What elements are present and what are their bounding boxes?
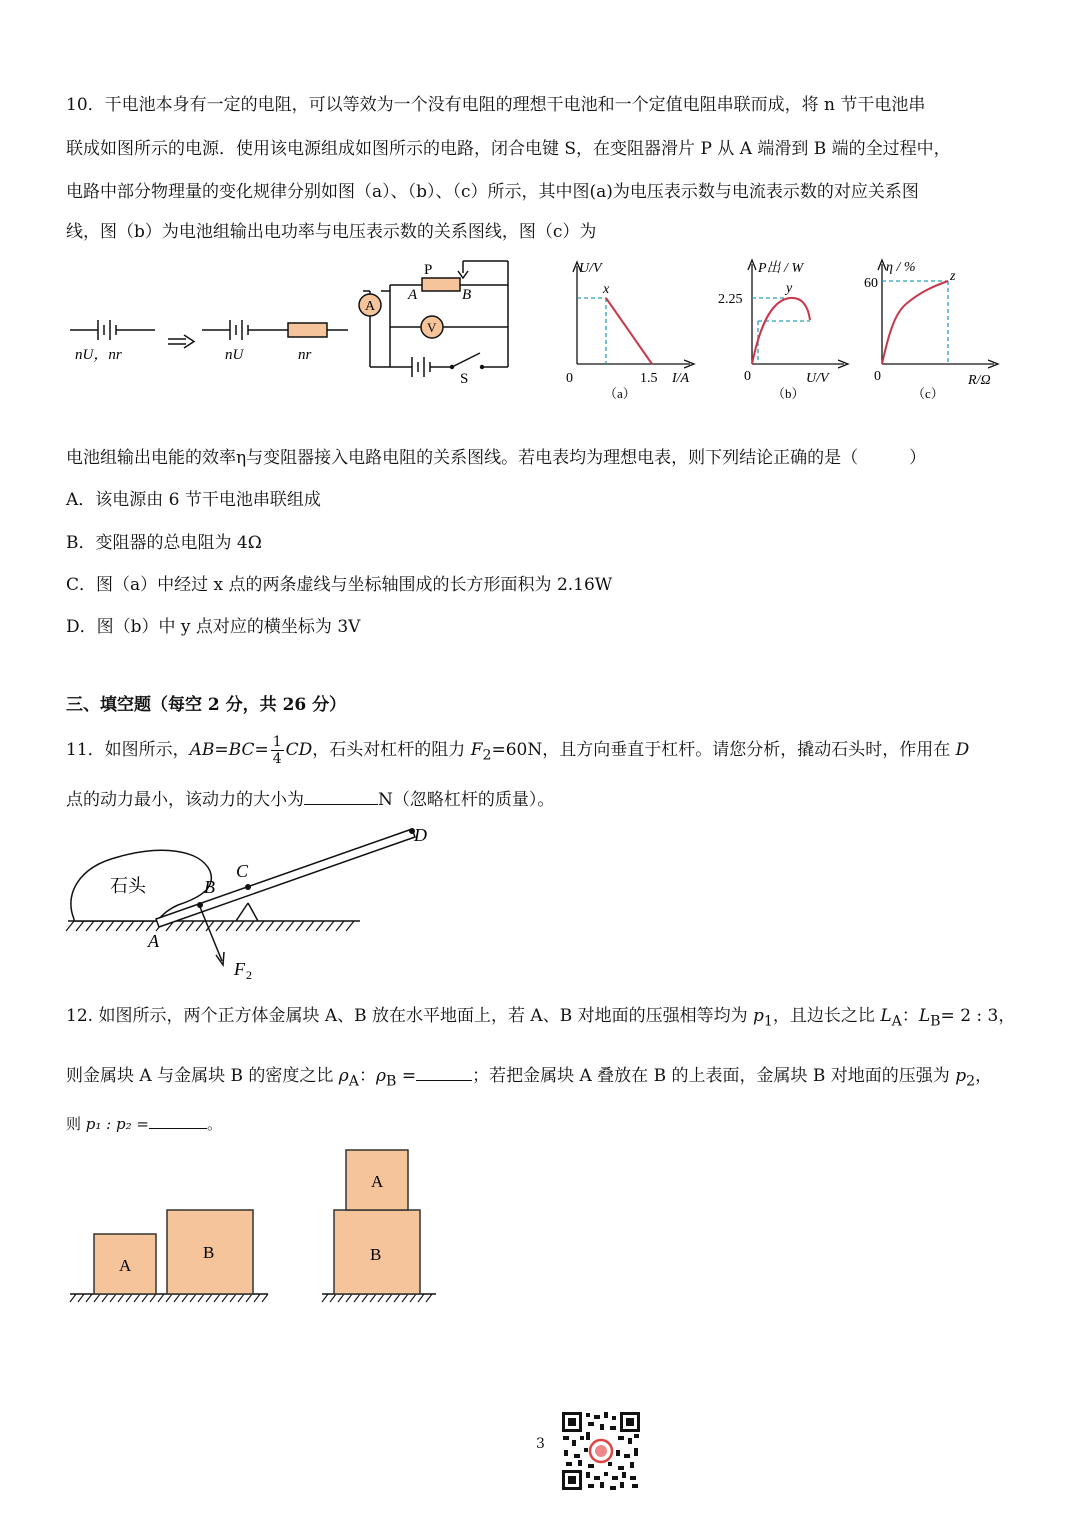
q12-text: 12. 如图所示，两个正方体金属块 A、B 放在水平地面上，若 A、B 对地面的压强相等均为 <box>66 1006 753 1026</box>
q12-line3 <box>66 1110 1020 1136</box>
ammeter-label: A <box>365 299 376 314</box>
q12-lb-sub: B <box>930 1013 941 1030</box>
graph-c-origin: 0 <box>874 369 881 384</box>
graph-c <box>860 252 1010 407</box>
graph-b-xlabel: U/V <box>806 371 829 386</box>
graph-a-xlabel: I/A <box>672 371 690 386</box>
q12-line2 <box>66 1062 1020 1093</box>
q11-line1 <box>66 734 1020 767</box>
q10-line1: 10．干电池本身有一定的电阻，可以等效为一个没有电阻的理想干电池和一个定值电阻串联而成，将 n 节干电池串 <box>66 95 926 115</box>
q12-colon-2: ： <box>359 1066 377 1086</box>
graph-a-caption: （a） <box>604 386 636 401</box>
graph-b-caption: （b） <box>772 386 805 401</box>
q12-p1: p <box>753 1006 764 1026</box>
lever-point-d: D <box>414 825 427 845</box>
q11-answer-blank[interactable] <box>304 786 378 805</box>
battery2-label-r: nr <box>298 347 312 363</box>
internal-resistor <box>288 323 327 337</box>
q12-text-4: ；若把金属块 A 叠放在 B 的上表面，金属块 B 对地面的压强为 <box>472 1066 956 1086</box>
lever-point-a: A <box>148 931 159 951</box>
q10-line4: 线，图（b）为电池组输出电功率与电压表示数的关系图线，图（c）为 <box>66 222 597 242</box>
q12-blocks-figure <box>60 1140 460 1315</box>
q11-frac-den: 4 <box>272 751 282 767</box>
graph-b-ylabel: P出 / W <box>758 261 804 276</box>
fulcrum <box>236 903 258 921</box>
block-a-left-label: A <box>119 1256 132 1275</box>
switch-label: S <box>460 371 469 387</box>
force-f2-label: F <box>234 959 245 979</box>
q12-p-ratio: p₁ : p₂ = <box>85 1115 149 1133</box>
q11-text-2: ，石头对杠杆的阻力 <box>312 740 471 760</box>
qr-code-icon[interactable] <box>560 1410 642 1492</box>
q10-option-d: D．图（b）中 y 点对应的横坐标为 3V <box>66 617 361 637</box>
graph-a <box>560 252 710 407</box>
graph-b <box>714 252 854 407</box>
q10-line5: 电池组输出电能的效率η与变阻器接入电路电阻的关系图线。若电表均为理想电表，则下列结论正确的是（ ） <box>66 448 927 468</box>
q12-la: L <box>880 1006 892 1026</box>
q10-line3: 电路中部分物理量的变化规律分别如图（a）、（b）、（c）所示，其中图(a)为电压表示数与电流表示数的对应关系图 <box>66 182 919 202</box>
slider-label: P <box>424 262 433 278</box>
graph-c-point: z <box>950 269 956 284</box>
block-b-left-label: B <box>203 1243 215 1262</box>
q11-text-3: =60N，且方向垂直于杠杆。请您分析，撬动石头时，作用在 <box>491 740 956 760</box>
graph-b-point: y <box>786 281 793 296</box>
q11-point-d: D <box>955 740 970 760</box>
battery2-label-u: nU <box>225 347 244 363</box>
q12-text-7: 。 <box>206 1115 222 1133</box>
q11-text: 11．如图所示， <box>66 740 190 760</box>
graph-b-origin: 0 <box>744 369 751 384</box>
q10-circuit-figure <box>60 255 560 390</box>
q12-line1 <box>66 1004 1020 1033</box>
lever-point-c: C <box>236 861 249 881</box>
q12-la-sub: A <box>891 1013 902 1030</box>
q11-lever-figure <box>60 815 460 985</box>
q12-rho-a-sub: A <box>348 1073 360 1090</box>
q12-ratio-value: = 2 : 3， <box>940 1006 1016 1026</box>
block-a-right-label: A <box>371 1172 384 1191</box>
q12-text-6: 则 <box>66 1115 86 1133</box>
q11-fraction <box>271 734 284 767</box>
q11-f2: F <box>470 740 483 760</box>
q12-text-2: ，且边长之比 <box>772 1006 881 1026</box>
graph-c-ytick: 60 <box>864 276 878 291</box>
q12-colon: ： <box>901 1006 919 1026</box>
graph-a-ylabel: U/V <box>579 261 602 276</box>
q12-p2: p <box>955 1066 967 1086</box>
q10-option-b: B．变阻器的总电阻为 4Ω <box>66 533 262 553</box>
q12-answer-blank-2[interactable] <box>149 1110 207 1129</box>
q11-line2 <box>66 786 1020 812</box>
q11-eq: AB=BC= <box>189 740 269 760</box>
lever-point-b: B <box>204 877 215 897</box>
q12-rho-b: ρ <box>376 1066 387 1086</box>
q12-text-3: 则金属块 A 与金属块 B 的密度之比 <box>66 1066 339 1086</box>
graph-a-xtick: 1.5 <box>640 371 658 386</box>
q12-rho-eq: = <box>396 1066 417 1086</box>
q11-f2-sub: 2 <box>482 747 492 764</box>
q10-option-c: C．图（a）中经过 x 点的两条虚线与坐标轴围成的长方形面积为 2.16W <box>66 575 613 595</box>
end-a-label: A <box>408 287 418 303</box>
q10-line2: 联成如图所示的电源．使用该电源组成如图所示的电路，闭合电键 S，在变阻器滑片 P 从 A 端滑到 B 端的全过程中， <box>66 139 951 159</box>
q12-p2-sub: 2 <box>966 1073 976 1090</box>
end-b-label: B <box>462 287 472 303</box>
section-3-title: 三、填空题（每空 2 分，共 26 分） <box>66 695 347 715</box>
q11-frac-num: 1 <box>272 734 282 750</box>
graph-c-xlabel: R/Ω <box>968 373 991 388</box>
q11-text-4: 点的动力最小，该动力的大小为 <box>66 790 304 810</box>
q12-rho-a: ρ <box>338 1066 349 1086</box>
graph-b-ytick: 2.25 <box>718 292 743 307</box>
stone-label: 石头 <box>110 876 146 896</box>
q11-cd: CD <box>285 740 313 760</box>
battery1-label: nU，nr <box>75 347 122 363</box>
force-arrow-icon <box>216 952 224 965</box>
page-number: 3 <box>536 1436 545 1452</box>
force-f2-sub: 2 <box>246 968 252 982</box>
rheostat <box>422 278 460 291</box>
q12-rho-b-sub: B <box>386 1073 397 1090</box>
q11-text-5: N（忽略杠杆的质量）。 <box>378 790 555 810</box>
q12-lb: L <box>918 1006 931 1026</box>
graph-c-ylabel: η / % <box>886 260 916 275</box>
block-b-right-label: B <box>370 1245 382 1264</box>
q10-option-a: A．该电源由 6 节干电池串联组成 <box>66 490 321 510</box>
graph-c-caption: （c） <box>912 386 944 401</box>
voltmeter-label: V <box>427 320 437 335</box>
graph-a-point: x <box>603 282 610 297</box>
graph-a-origin: 0 <box>566 371 573 386</box>
q12-p1-sub: 1 <box>763 1013 773 1030</box>
q12-text-5: ， <box>975 1066 993 1086</box>
ground-hatching <box>66 921 354 931</box>
q12-answer-blank-1[interactable] <box>416 1062 472 1081</box>
